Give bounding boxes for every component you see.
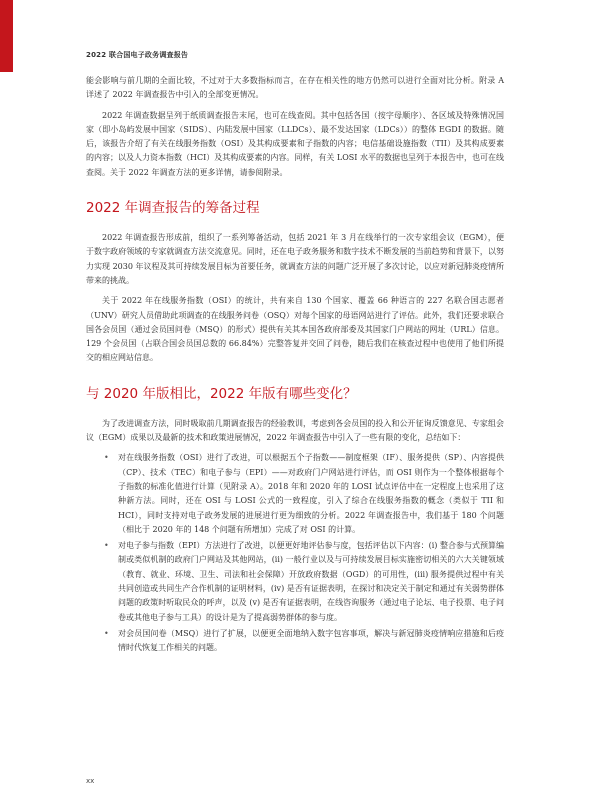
preparation-paragraph-1: 2022 年调查报告形成前，组织了一系列筹备活动，包括 2021 年 3 月在线举行的一次专家组会议（EGM），便于数字政府领域的专家就调查方法交流意见。同时，还在电子政务服务和数字技术不断发展的当前趋势和背景下，以努力实现 2030 年议程及其可持续发展目标为首要任务，就调查方法的问题广泛开展了多次讨论，以应对新冠肺炎疫情所带来的挑战。 [86, 233, 504, 285]
section-heading-preparation: 2022 年调查报告的筹备过程 [86, 200, 260, 217]
bullet-dot-icon: • [104, 628, 109, 638]
list-item-text: 对在线服务指数（OSI）进行了改进，可以根据五个子指数——制度框架（IF）、服务提供（SP）、内容提供（CP）、技术（TEC）和电子参与（EPI）——对政府门户网站进行评估，而 OSI 则作为一个整体根据每个子指数的标准化值进行计算（见附录 A）。2018 年和 2020 年的 LOSI 试点评估中在一定程度上也采用了这种新方法。同时，还在 OSI 与 LOSI 公式的一致程度，引入了综合在线服务指数的概念（类似于 TII 和 HCI），同时支持对电子政务发展的进展进行更为细致的分析。2022 年调查报告中，我们基于 180 个问题（相比于 2020 年的 148 个问题有所增加）完成了对 OSI 的计算。 [118, 453, 504, 534]
list-item-text: 对电子参与指数（EPI）方法进行了改进，以便更好地评估参与度，包括评估以下内容：(i) 整合参与式预算编制或类似机制的政府门户网站及其他网站，(ii) 一般行业以及与可持续发展目标实施密切相关的六大关键领域（教育、就业、环境、卫生、司法和社会保障）开放政府数据（OGD）的可用性，(iii) 服务提供过程中有关共同创造或共同生产合作机制的证明材料，(iv) 是否有证据表明，在探讨和决定关于制定和通过有关弱势群体问题的政策时听取民众的呼声，以及 (v) 是否有证据表明，在线咨询服务（通过电子论坛、电子投票、电子问卷或其他电子参与工具）的设计是为了提高弱势群体的参与度。 [118, 541, 504, 622]
bullet-dot-icon: • [104, 453, 109, 463]
list-item [104, 627, 504, 656]
intro-paragraph-2: 2022 年调查数据呈列于纸质调查报告末尾，也可在线查阅。其中包括各国（按字母顺序）、各区域及特殊情况国家（即小岛屿发展中国家（SIDS）、内陆发展中国家（LLDCs）、最不发达国家（LDCs））的整体 EGDI 的数据。随后，该报告介绍了有关在线服务指数（OSI）及其构成要素和子指数的内容；电信基础设施指数（TII）及其构成要素的内容；以及人力资本指数（HCI）及其构成要素的内容。同样，有关 LOSI 水平的数据也呈列于本报告中，也可在线查阅。关于 2022 年调查方法的更多详情，请参阅附录。 [86, 110, 504, 177]
section-heading-changes: 与 2020 年版相比，2022 年版有哪些变化？ [86, 385, 357, 402]
running-header: 2022 联合国电子政务调查报告 [86, 51, 189, 59]
changes-intro-paragraph: 为了改进调查方法，同时吸取前几期调查报告的经验教训，考虑到各会员国的投入和公开征询反馈意见、专家组会议（EGM）成果以及最新的技术和政策进展情况，2022 年调查报告中引入了一些有限的变化，总结如下： [86, 418, 504, 443]
changes-bullet-list [86, 451, 504, 655]
preparation-paragraph-2: 关于 2022 年在线服务指数（OSI）的统计，共有来自 130 个国家、覆盖 66 种语言的 227 名联合国志愿者（UNV）研究人员借助此项调查的在线服务问卷（OSQ）对每个国家的母语网站进行了评估。此外，我们还要求联合国各会员国（通过会员国问卷（MSQ）的形式）提供有关其本国各政府部委及其国家门户网站的网址（URL）信息。129 个会员国（占联合国会员国总数的 66.84%）完整答复并交回了问卷，随后我们在核查过程中也使用了他们所提交的相应网站信息。 [86, 296, 504, 363]
page-content [86, 74, 504, 658]
page-number: xx [86, 777, 95, 785]
list-item [104, 539, 504, 625]
red-corner-tab [0, 0, 13, 72]
list-item [104, 451, 504, 537]
list-item-text: 对会员国问卷（MSQ）进行了扩展，以便更全面地纳入数字包容事项，解决与新冠肺炎疫情响应措施和后疫情时代恢复工作相关的问题。 [118, 628, 504, 653]
intro-paragraph-1: 能会影响与前几期的全面比较，不过对于大多数指标而言，在存在相关性的地方仍然可以进行全面对比分析。附录 A 详述了 2022 年调查报告中引入的全部变更情况。 [86, 76, 504, 100]
bullet-dot-icon: • [104, 541, 109, 551]
